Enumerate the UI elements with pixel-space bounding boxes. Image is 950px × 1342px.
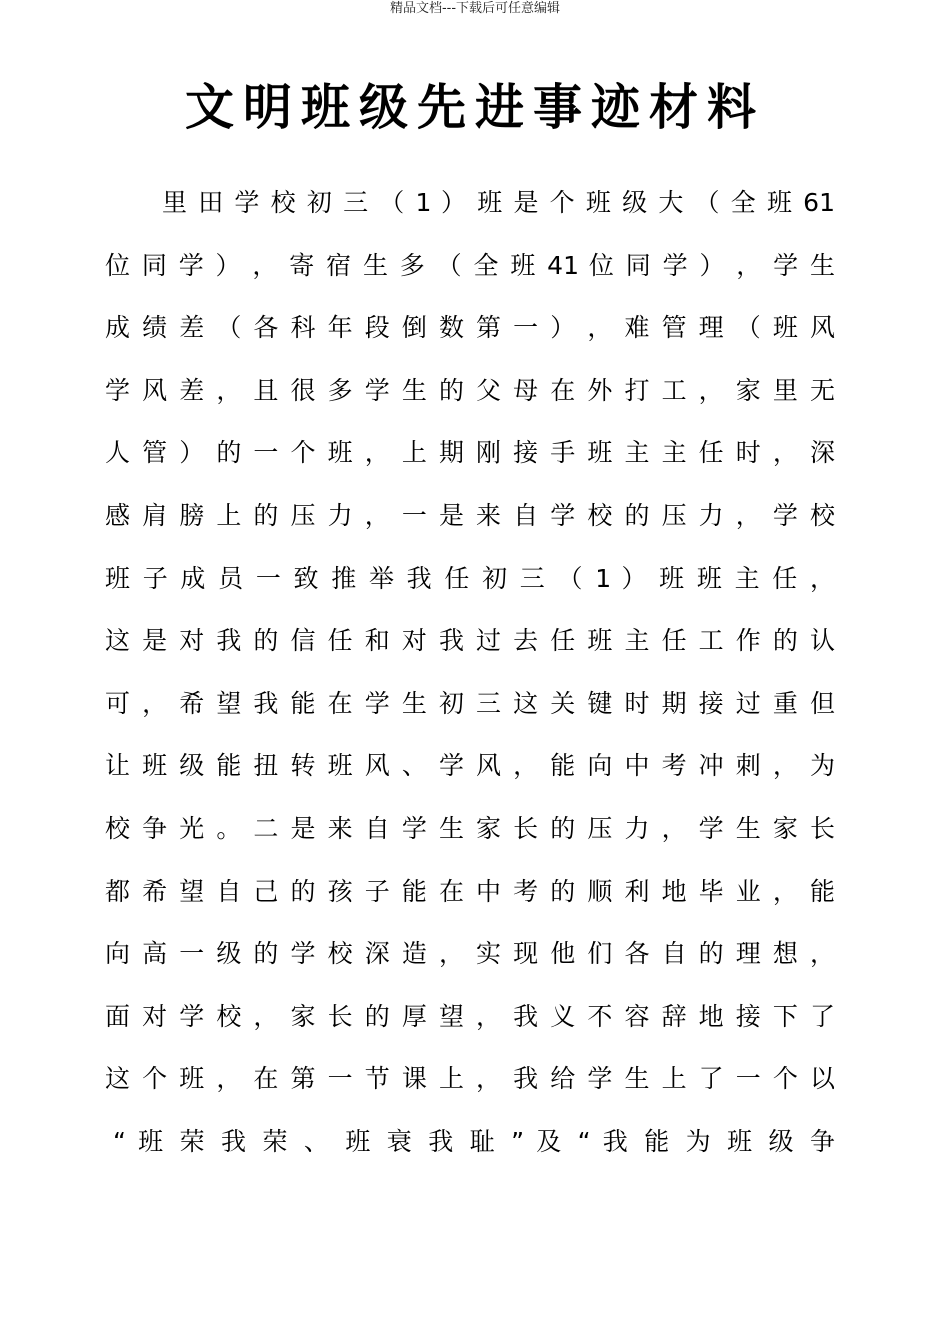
page-header-note: 精品文档---下载后可任意编辑 bbox=[389, 1, 561, 16]
text-line: 都 希 望 自 己 的 孩 子 能 在 中 考 的 顺 利 地 毕 业 ， 能 bbox=[105, 876, 835, 906]
text-line: 人 管 ） 的 一 个 班 ， 上 期 刚 接 手 班 主 主 任 时 ， 深 bbox=[105, 438, 835, 468]
document-title: 文明班级先进事迹材料 bbox=[184, 79, 765, 136]
text-line: 里 田 学 校 初 三 （ 1 ） 班 是 个 班 级 大 （ 全 班 61 bbox=[162, 188, 835, 217]
text-line: 这 个 班 ， 在 第 一 节 课 上 ， 我 给 学 生 上 了 一 个 以 bbox=[105, 1064, 835, 1094]
text-line: 班 子 成 员 一 致 推 举 我 任 初 三 （ 1 ） 班 班 主 任 ， bbox=[105, 563, 835, 593]
text-line: 可 ， 希 望 我 能 在 学 生 初 三 这 关 键 时 期 接 过 重 但 bbox=[105, 688, 835, 718]
text-line: 感 肩 膀 上 的 压 力 ， 一 是 来 自 学 校 的 压 力 ， 学 校 bbox=[105, 500, 835, 530]
body-paragraph bbox=[105, 172, 835, 1174]
text-line: 位 同 学 ） ， 寄 宿 生 多 （ 全 班 41 位 同 学 ） ， 学 生 bbox=[105, 250, 835, 280]
text-line: 校 争 光 。 二 是 来 自 学 生 家 长 的 压 力 ， 学 生 家 长 bbox=[105, 813, 835, 843]
text-line: 这 是 对 我 的 信 任 和 对 我 过 去 任 班 主 任 工 作 的 认 bbox=[105, 626, 835, 656]
text-line: 向 高 一 级 的 学 校 深 造 ， 实 现 他 们 各 自 的 理 想 ， bbox=[105, 939, 835, 969]
text-line: “ 班 荣 我 荣 、 班 衰 我 耻 ” 及 “ 我 能 为 班 级 争 bbox=[113, 1126, 835, 1156]
text-line: 成 绩 差 （ 各 科 年 段 倒 数 第 一 ） ， 难 管 理 （ 班 风 bbox=[105, 313, 835, 343]
text-line: 学 风 差 ， 且 很 多 学 生 的 父 母 在 外 打 工 ， 家 里 无 bbox=[105, 375, 835, 405]
text-line: 面 对 学 校 ， 家 长 的 厚 望 ， 我 义 不 容 辞 地 接 下 了 bbox=[105, 1001, 835, 1031]
text-line: 让 班 级 能 扭 转 班 风 、 学 风 ， 能 向 中 考 冲 刺 ， 为 bbox=[105, 751, 835, 781]
